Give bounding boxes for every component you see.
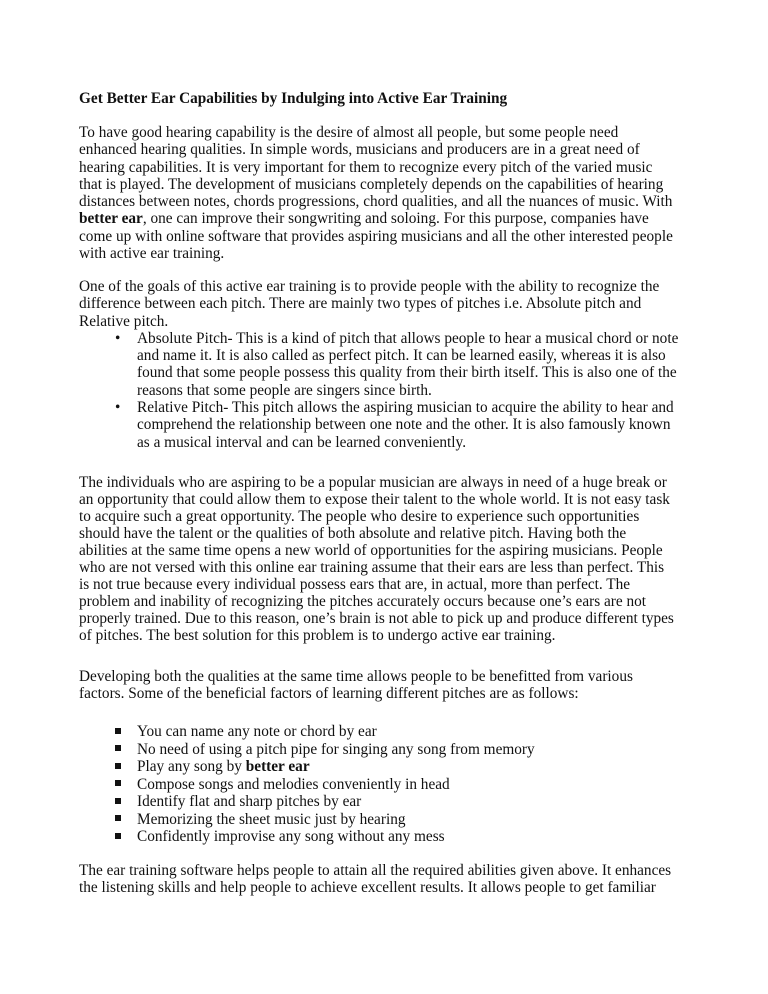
text-line: To have good hearing capability is the desire of almost all people, but some people need (79, 124, 619, 141)
paragraph-software: The ear training software helps people to attain all the required abilities given above. It enhances the listening skills and help people to achieve excellent results. It allows people to get familiar (79, 862, 672, 897)
square-bullet-icon (115, 758, 121, 776)
text-line: better ear, one can improve their songwriting and soloing. For this purpose, companies have (79, 210, 649, 228)
list-item-absolute-pitch: • Absolute Pitch- This is a kind of pitch that allows people to hear a musical chord or note and name it. It is also called as perfect pitch. It can be learned easily, whereas it is also found that some people possess this quality from their birth itself. This is also one of the reasons that some people are singers since birth. (115, 329, 679, 399)
square-bullet-icon (115, 776, 121, 794)
bullet-icon: • (115, 399, 121, 417)
document-title: Get Better Ear Capabilities by Indulging into Active Ear Training (79, 90, 508, 107)
list-item: Memorizing the sheet music just by hearing (79, 811, 535, 829)
text-line: distances between notes, chords progressions, chord qualities, and all the nuances of music. With (79, 193, 673, 211)
list-item: You can name any note or chord by ear (79, 723, 535, 741)
square-bullet-icon (115, 793, 121, 811)
bold-keyword: better ear (245, 758, 310, 775)
list-item: Confidently improvise any song without any mess (79, 828, 535, 846)
list-item-relative-pitch: • Relative Pitch- This pitch allows the aspiring musician to acquire the ability to hear and comprehend the relationship between one note and the other. It is also famously known as a musical interval and can be learned conveniently. (115, 399, 674, 451)
text-line: One of the goals of this active ear training is to provide people with the ability to recognize the (79, 278, 660, 295)
list-item: Compose songs and melodies conveniently in head (79, 776, 535, 794)
benefits-list (79, 723, 535, 846)
text-line: Relative pitch. (79, 312, 169, 330)
paragraph-developing: Developing both the qualities at the same time allows people to be benefitted from various factors. Some of the beneficial factors of learning different pitches are as follows: (79, 668, 633, 703)
paragraph-goals (79, 278, 678, 451)
square-bullet-icon (115, 828, 121, 846)
bold-keyword: better ear (79, 210, 143, 228)
text-line: difference between each pitch. There are mainly two types of pitches i.e. Absolute pitch and (79, 295, 642, 313)
paragraph-individuals: The individuals who are aspiring to be a popular musician are always in need of a huge break or an opportunity that could allow them to expose their talent to the whole world. It is not easy task to acquire such a great opportunity. The people who desire to experience such opportunities should have the talent or the qualities of both absolute and relative pitch. Having both the abilities at the same time opens a new world of opportunities for the aspiring musicians. People who are not versed with this online ear training assume that their ears are less than perfect. This is not true because every individual possess ears that are, in actual, more than perfect. The problem and inability of recognizing the pitches accurately occurs because one’s ears are not properly trained. Due to this reason, one’s brain is not able to pick up and produce different types of pitches. The best solution for this problem is to undergo active ear training. (79, 474, 674, 644)
square-bullet-icon (115, 723, 121, 741)
list-item: Identify flat and sharp pitches by ear (79, 793, 535, 811)
text-line: come up with online software that provides aspiring musicians and all the other interested people (79, 227, 673, 245)
list-item: Play any song by better ear (79, 758, 535, 776)
list-item: No need of using a pitch pipe for singing any song from memory (79, 741, 535, 759)
square-bullet-icon (115, 741, 121, 759)
square-bullet-icon (115, 811, 121, 829)
paragraph-intro (79, 124, 673, 262)
text-line: with active ear training. (79, 245, 225, 263)
text-line: enhanced hearing qualities. In simple words, musicians and producers are in a great need of (79, 141, 640, 159)
bullet-icon: • (115, 329, 121, 347)
text-line: that is played. The development of musicians completely depends on the capabilities of hearing (79, 175, 664, 193)
text-line: hearing capabilities. It is very important for them to recognize every pitch of the varied music (79, 158, 653, 176)
